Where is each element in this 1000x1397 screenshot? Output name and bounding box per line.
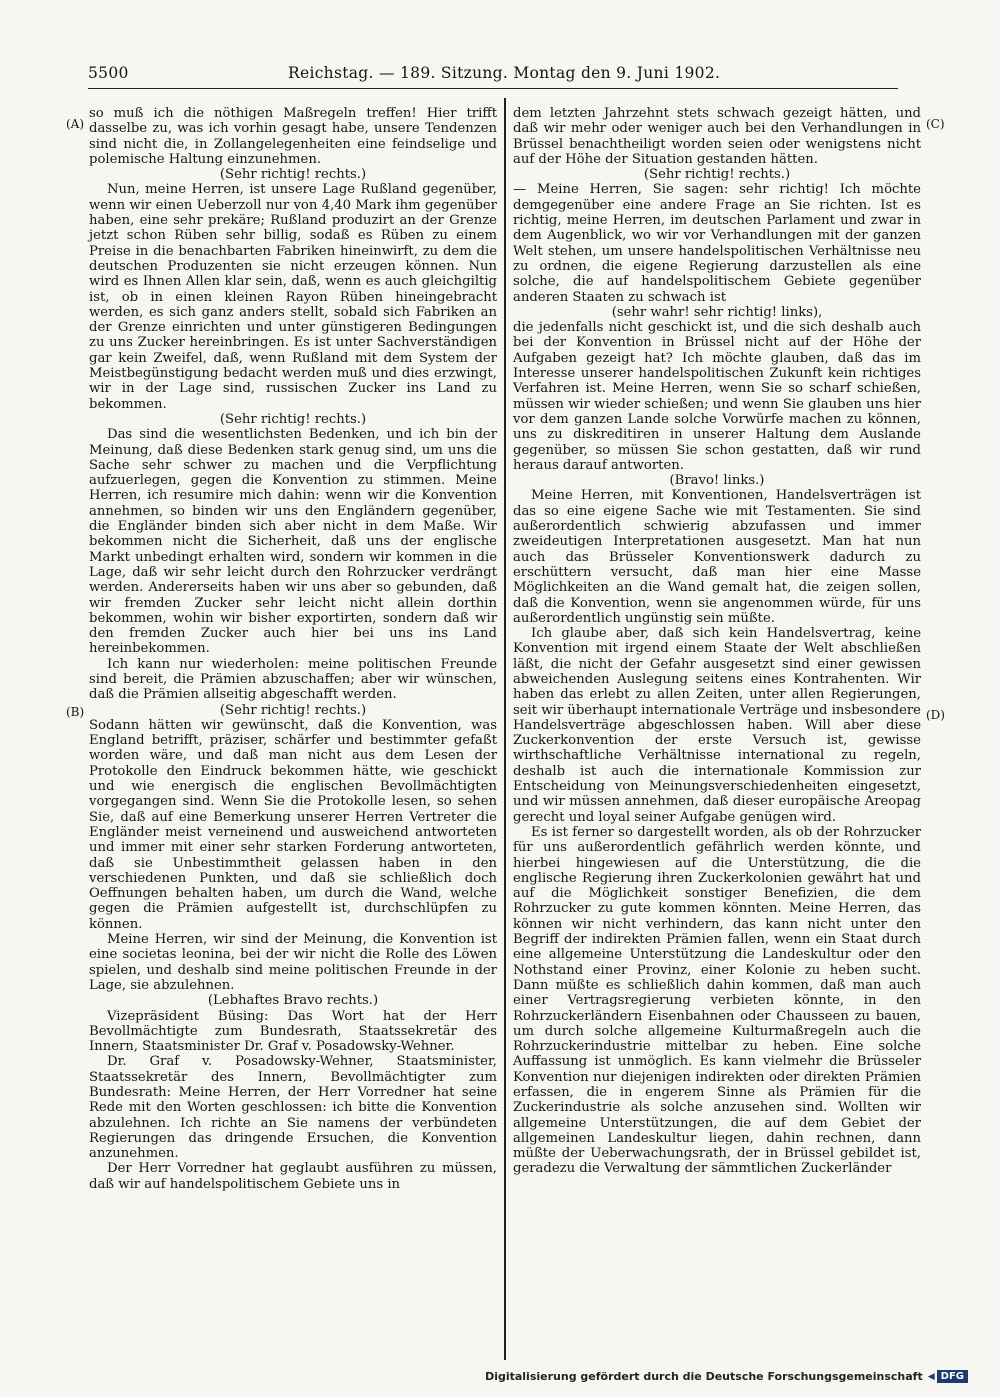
- interjection: (Sehr richtig! rechts.): [219, 167, 367, 183]
- paragraph: Nun, meine Herren, ist unsere Lage Rußland gegenüber, wenn wir einen Ueberzoll nur von 4,40 Mark ihm gegenüber haben, eine sehr prekäre; Rußland produzirt an der Grenze jetzt schon Rüben sehr billig, sodaß es Rüben zu einem Preise in die benachbarten Fabriken hineinwirft, zu dem die deutschen Produzenten sie nicht erzeugen können. Nun wird es Ihnen Allen klar sein, daß, wenn es auch gleichgiltig ist, ob in einen kleinen Rayon Rüben hineingebracht werden, es sich ganz anders stellt, sobald sich Fabriken an der Grenze einrichten und unter günstigeren Bedingungen zu uns Zucker hereinbringen. Es ist unter Sachverständigen gar kein Zweifel, daß, wenn Rußland mit dem System der Meistbegünstigung bedacht werden muß und dies erzwingt, wir in der Lage sind, russischen Zucker ins Land zu bekommen.: [89, 182, 497, 412]
- column-divider: [504, 98, 506, 1360]
- dfg-logo: [928, 1370, 968, 1383]
- interjection: (Bravo! links.): [669, 473, 765, 489]
- paragraph: Vizepräsident Büsing: Das Wort hat der Herr Bevollmächtigte zum Bundesrath, Staatssekretär des Innern, Staatsminister Dr. Graf v. Posadowsky-Wehner.: [89, 1008, 497, 1055]
- running-title: Reichstag. — 189. Sitzung. Montag den 9. Juni 1902.: [288, 64, 721, 82]
- paragraph: die jedenfalls nicht geschickt ist, und die sich deshalb auch bei der Konvention in Brüssel nicht auf der Höhe der Aufgaben gezeigt hat? Ich möchte glauben, daß das im Interesse unserer handelspolitischen Zukunft kein richtiges Verfahren ist. Meine Herren, wenn Sie so scharf schießen, müssen wir wieder schießen; und wenn Sie glauben uns hier vor dem ganzen Lande solche Vorwürfe machen zu können, uns zu diskreditiren in unserer Haltung dem Auslande gegenüber, so müssen Sie schon gestatten, daß wir rund heraus darauf antworten.: [513, 320, 921, 473]
- left-column: [89, 106, 497, 1192]
- paragraph: Meine Herren, mit Konventionen, Handelsverträgen ist das so eine eigene Sache wie mit Testamenten. Sie sind außerordentlich schwierig abzufassen und immer zweideutigen Interpretationen ausgesetzt. Man hat nun auch das Brüsseler Konventionswerk dadurch zu erschüttern versucht, daß man hier eine Masse Möglichkeiten an die Wand gemalt hat, die zeigen sollen, daß die Konvention, wenn sie angenommen würde, für uns außerordentlich ungünstig sein müßte.: [513, 488, 921, 626]
- footer-credit: Digitalisierung gefördert durch die Deutsche Forschungsgemeinschaft: [485, 1370, 923, 1383]
- paragraph: Das sind die wesentlichsten Bedenken, und ich bin der Meinung, daß diese Bedenken stark genug sind, um uns die Sache sehr schwer zu machen und die Verpflichtung aufzuerlegen, gegen die Konvention zu stimmen. Meine Herren, ich resumire mich dahin: wenn wir die Konvention annehmen, so binden wir uns den Engländern gegenüber, die Engländer binden sich aber nicht in dem Maße. Wir bekommen nicht die Sicherheit, daß uns der englische Markt unbedingt erhalten wird, sondern wir kommen in die Lage, daß wir sehr leicht durch den Rohrzucker verdrängt werden. Andererseits haben wir uns aber so gebunden, daß wir fremden Zucker sehr leicht nicht allein dorthin bekommen, wohin wir bisher exportirten, sondern daß wir den fremden Zucker auch hier bei uns ins Land hereinbekommen.: [89, 427, 497, 657]
- paragraph: so muß ich die nöthigen Maßregeln treffen! Hier trifft dasselbe zu, was ich vorhin gesagt habe, unsere Tendenzen sind nicht die, in Zollangelegenheiten eine feindselige und polemische Haltung einzunehmen.: [89, 106, 497, 167]
- paragraph: Es ist ferner so dargestellt worden, als ob der Rohrzucker für uns außerordentlich gefährlich werden könnte, und hierbei hingewiesen auf die Unterstützung, die die englische Regierung ihren Zuckerkolonien gewährt hat und auf die Möglichkeit sonstiger Benefizien, die dem Rohrzucker zu gute kommen könnten. Meine Herren, das können wir nicht verhindern, das kann nicht unter den Begriff der indirekten Prämien fallen, wenn ein Staat durch eine allgemeine Unterstützung die Landeskultur oder den Nothstand einer Provinz, einer Kolonie zu heben sucht. Dann müßte es schließlich dahin kommen, daß man auch einer Vertragsregierung verbieten könnte, in den Rohrzuckerländern Eisenbahnen oder Chausseen zu bauen, um durch solche allgemeine Kulturmaßregeln auch die Rohrzuckerindustrie mittelbar zu heben. Eine solche Auffassung ist unmöglich. Es kann vielmehr die Brüsseler Konvention nur diejenigen indirekten oder direkten Prämien erfassen, die in engerem Sinne als Prämien für die Zuckerindustrie als solche anzusehen sind. Wollten wir allgemeine Unterstützungen, die auf dem Gebiet der allgemeinen Landeskultur liegen, dahin rechnen, dann müßte der Ueberwachungsrath, der in Brüssel gebildet ist, geradezu die Verwaltung der sämmtlichen Zuckerländer: [513, 824, 921, 1177]
- interjection: (sehr wahr! sehr richtig! links),: [611, 304, 823, 320]
- page-header: [88, 64, 888, 88]
- paragraph: Ich kann nur wiederholen: meine politischen Freunde sind bereit, die Prämien abzuschaffen; aber wir wünschen, daß die Prämien allseitig abgeschafft werden.: [89, 656, 497, 703]
- paragraph: Der Herr Vorredner hat geglaubt ausführen zu müssen, daß wir auf handelspolitischem Gebiete uns in: [89, 1161, 497, 1192]
- arrow-icon: ◀: [927, 1371, 935, 1382]
- margin-marker-b: (B): [66, 705, 85, 719]
- paragraph: dem letzten Jahrzehnt stets schwach gezeigt hätten, und daß wir mehr oder weniger auch bei den Verhandlungen in Brüssel benachtheiligt worden seien oder wenigstens nicht auf der Höhe der Situation gestanden hätten.: [513, 106, 921, 167]
- paragraph: — Meine Herren, Sie sagen: sehr richtig! Ich möchte demgegenüber eine andere Frage an Sie richten. Ist es richtig, meine Herren, im deutschen Parlament und zwar in dem Augenblick, wo wir vor Verhandlungen mit der ganzen Welt stehen, um unsere handelspolitischen Verhältnisse neu zu ordnen, die eigene Regierung darzustellen als eine solche, die auf handelspolitischem Gebiete gegenüber anderen Staaten zu schwach ist: [513, 182, 921, 305]
- interjection: (Sehr richtig! rechts.): [643, 167, 791, 183]
- margin-marker-a: (A): [66, 117, 85, 131]
- interjection: (Sehr richtig! rechts.): [219, 702, 367, 718]
- paragraph: Meine Herren, wir sind der Meinung, die Konvention ist eine societas leonina, bei der wir nicht die Rolle des Löwen spielen, und deshalb sind meine politischen Freunde in der Lage, sie abzulehnen.: [89, 932, 497, 993]
- dfg-logo-text: DFG: [937, 1370, 968, 1383]
- margin-marker-d: (D): [926, 708, 945, 722]
- page-footer: [485, 1370, 968, 1383]
- right-column: [513, 106, 921, 1177]
- interjection: (Sehr richtig! rechts.): [219, 411, 367, 427]
- paragraph: Ich glaube aber, daß sich kein Handelsvertrag, keine Konvention mit irgend einem Staate der Welt abschließen läßt, die nicht der Gefahr ausgesetzt sind einer gewissen abweichenden Auslegung seitens eines Kontrahenten. Wir haben das erlebt zu allen Zeiten, unter allen Regierungen, seit wir überhaupt internationale Verträge und insbesondere Handelsverträge abgeschlossen haben. Will aber diese Zuckerkonvention der erste Versuch ist, gewisse wirthschaftliche Verhältnisse international zu regeln, deshalb ist auch die internationale Kommission zur Entscheidung von Meinungsverschiedenheiten eingesetzt, und wir müssen annehmen, daß dieser europäische Areopag gerecht und loyal seiner Aufgabe genügen wird.: [513, 626, 921, 825]
- interjection: (Lebhaftes Bravo rechts.): [207, 993, 379, 1009]
- header-rule: [88, 88, 898, 89]
- page-number: 5500: [88, 64, 129, 82]
- paragraph: Sodann hätten wir gewünscht, daß die Konvention, was England betrifft, präziser, schärfer und bestimmter gefaßt worden wäre, und daß man nicht aus dem Lesen der Protokolle den Eindruck bekommen hätte, wie geschickt und wie energisch die englischen Bevollmächtigten vorgegangen sind. Wenn Sie die Protokolle lesen, so sehen Sie, daß auf eine Bemerkung unserer Herren Vertreter die Engländer meist verneinend und ausweichend antworteten und immer mit einer sehr starken Forderung antworteten, daß sie Unbestimmtheit gelassen haben in den verschiedenen Punkten, und daß sie schließlich doch Oeffnungen behalten haben, um durch die Wand, welche gegen die Prämien aufgestellt ist, durchschlüpfen zu können.: [89, 717, 497, 932]
- margin-marker-c: (C): [926, 117, 945, 131]
- paragraph: Dr. Graf v. Posadowsky-Wehner, Staatsminister, Staatssekretär des Innern, Bevollmächtigter zum Bundesrath: Meine Herren, der Herr Vorredner hat seine Rede mit den Worten geschlossen: ich bitte die Konvention abzulehnen. Ich richte an Sie namens der verbündeten Regierungen das dringende Ersuchen, die Konvention anzunehmen.: [89, 1054, 497, 1162]
